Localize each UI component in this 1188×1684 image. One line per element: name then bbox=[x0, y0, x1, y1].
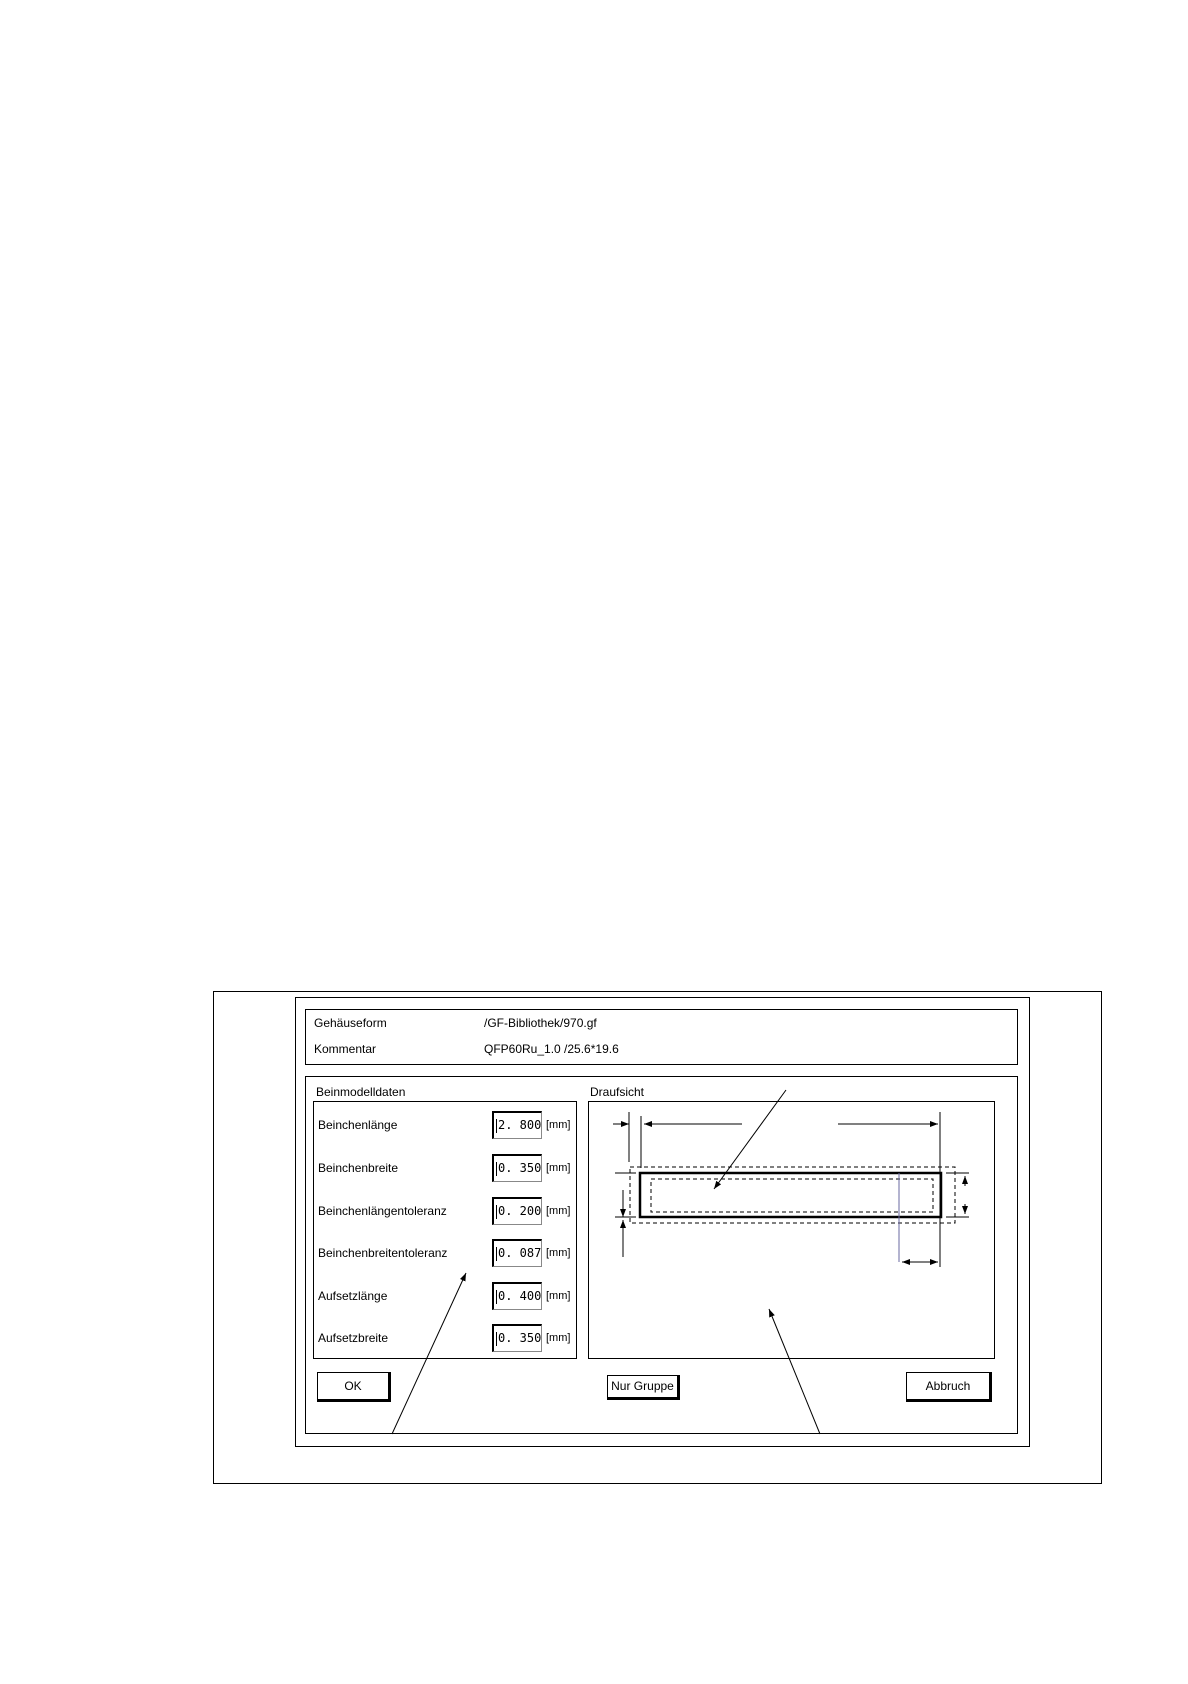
unit-label: [mm] bbox=[546, 1205, 571, 1217]
comment-value: QFP60Ru_1.0 /25.6*19.6 bbox=[484, 1042, 619, 1056]
field-value: 0. 087 bbox=[498, 1246, 542, 1260]
cancel-button[interactable]: Abbruch bbox=[906, 1372, 992, 1402]
field-value: 0. 350 bbox=[498, 1161, 542, 1175]
tolerance-outer-rect bbox=[630, 1167, 955, 1223]
param-label: Aufsetzbreite bbox=[318, 1331, 389, 1345]
housing-label: Gehäuseform bbox=[314, 1016, 387, 1030]
ok-button[interactable]: OK bbox=[317, 1372, 391, 1402]
comment-label: Kommentar bbox=[314, 1042, 377, 1056]
callout-arrows bbox=[392, 1090, 820, 1434]
top-view-title: Draufsicht bbox=[590, 1085, 645, 1099]
group-only-button[interactable]: Nur Gruppe bbox=[607, 1375, 680, 1400]
unit-label: [mm] bbox=[546, 1332, 571, 1344]
unit-label: [mm] bbox=[546, 1162, 571, 1174]
housing-value: /GF-Bibliothek/970.gf bbox=[484, 1016, 597, 1030]
param-label: Beinchenlängentoleranz bbox=[318, 1204, 447, 1218]
param-label: Beinchenlänge bbox=[318, 1118, 398, 1132]
dimension-lines bbox=[613, 1112, 969, 1267]
param-label: Beinchenbreitentoleranz bbox=[318, 1246, 448, 1260]
field-value: 0. 400 bbox=[498, 1289, 542, 1303]
unit-label: [mm] bbox=[546, 1290, 571, 1302]
field-value: 0. 350 bbox=[498, 1331, 542, 1345]
param-label: Beinchenbreite bbox=[318, 1161, 399, 1175]
field-value: 0. 200 bbox=[498, 1204, 542, 1218]
leg-model-title: Beinmodelldaten bbox=[316, 1085, 406, 1099]
unit-label: [mm] bbox=[546, 1119, 571, 1131]
leg-outline bbox=[630, 1167, 955, 1262]
param-label: Aufsetzlänge bbox=[318, 1289, 388, 1303]
unit-label: [mm] bbox=[546, 1247, 571, 1259]
leg-body-rect bbox=[640, 1173, 941, 1217]
tolerance-inner-rect bbox=[651, 1179, 933, 1212]
field-value: 2. 800 bbox=[498, 1118, 542, 1132]
